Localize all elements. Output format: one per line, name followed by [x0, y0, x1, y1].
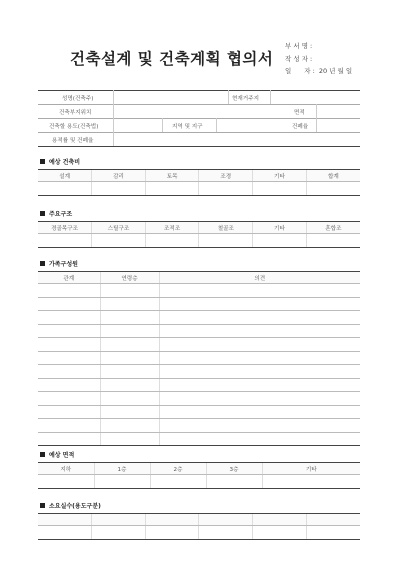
rooms-header-cell[interactable]: [253, 514, 307, 526]
family-input-cell[interactable]: [100, 324, 159, 338]
family-input-cell[interactable]: [38, 338, 100, 352]
meta-date: [285, 66, 352, 75]
rooms-input-cell[interactable]: [145, 526, 199, 540]
area-input-cell[interactable]: [262, 475, 360, 489]
family-input-cell[interactable]: [38, 405, 100, 419]
family-input-cell[interactable]: [159, 378, 360, 392]
family-input-cell[interactable]: [100, 351, 159, 365]
area-input-cell[interactable]: [206, 475, 262, 489]
structure-col-header: 기타: [253, 222, 307, 234]
basic-col-divider: [228, 90, 229, 104]
area-input-cell[interactable]: [38, 475, 94, 489]
rooms-header-cell[interactable]: [306, 514, 360, 526]
rooms-table: [38, 513, 360, 540]
structure-col-header: 혼합조: [306, 222, 360, 234]
family-input-cell[interactable]: [38, 365, 100, 379]
family-input-cell[interactable]: [159, 311, 360, 325]
family-input-cell[interactable]: [38, 432, 100, 446]
structure-input-cell[interactable]: [253, 234, 307, 248]
structure-input-cell[interactable]: [38, 234, 92, 248]
cost-input-cell[interactable]: [253, 182, 307, 196]
area-section-heading: [40, 450, 74, 459]
basic-col-divider: [216, 118, 217, 132]
area-table: [38, 462, 360, 489]
section-bullet-icon: [40, 452, 45, 457]
structure-col-header: 경골목구조: [38, 222, 92, 234]
meta-author: [285, 54, 316, 63]
structure-input-cell[interactable]: [306, 234, 360, 248]
basic-col-divider: [162, 118, 163, 132]
cost-col-header: 합계: [306, 170, 360, 182]
structure-input-cell[interactable]: [145, 234, 199, 248]
section-bullet-icon: [40, 261, 45, 266]
rooms-input-cell[interactable]: [92, 526, 146, 540]
family-input-cell[interactable]: [38, 378, 100, 392]
cost-col-header: 설계: [38, 170, 92, 182]
family-input-cell[interactable]: [100, 378, 159, 392]
meta-department-label: 부 서 명 :: [285, 42, 313, 50]
rooms-input-cell[interactable]: [253, 526, 307, 540]
cost-section-heading: [40, 157, 80, 166]
rooms-input-cell[interactable]: [306, 526, 360, 540]
basic-top-border: [38, 90, 360, 91]
rooms-section-title: 소요실수(용도구분): [49, 503, 101, 510]
family-input-cell[interactable]: [38, 297, 100, 311]
site-location-label: 건축부지위치: [59, 110, 92, 116]
family-input-cell[interactable]: [159, 324, 360, 338]
cost-col-header: 조경: [199, 170, 253, 182]
family-input-cell[interactable]: [100, 311, 159, 325]
section-bullet-icon: [40, 211, 45, 216]
basic-col-divider: [316, 104, 317, 132]
cost-input-cell[interactable]: [145, 182, 199, 196]
family-col-header: 관계: [38, 272, 100, 284]
family-input-cell[interactable]: [159, 297, 360, 311]
structure-col-header: 철골조: [199, 222, 253, 234]
structure-col-header: 스틸구조: [92, 222, 146, 234]
meta-author-label: 작 성 자 :: [285, 55, 313, 63]
family-section-heading: [40, 259, 78, 268]
current-address-label: 현재거주지: [232, 96, 260, 102]
structure-section-heading: [40, 209, 72, 218]
cost-section-title: 예상 건축비: [49, 159, 81, 166]
structure-section-title: 주요구조: [49, 211, 73, 218]
cost-table: [38, 169, 360, 196]
area-section-title: 예상 면적: [49, 452, 75, 459]
section-bullet-icon: [40, 159, 45, 164]
cost-input-cell[interactable]: [199, 182, 253, 196]
rooms-header-cell[interactable]: [92, 514, 146, 526]
family-section-title: 가족구성원: [49, 261, 78, 268]
family-input-cell[interactable]: [100, 392, 159, 406]
cost-col-header: 감리: [92, 170, 146, 182]
family-input-cell[interactable]: [159, 351, 360, 365]
rooms-section-heading: [40, 501, 101, 510]
cost-input-cell[interactable]: [38, 182, 92, 196]
family-input-cell[interactable]: [100, 365, 159, 379]
family-input-cell[interactable]: [159, 405, 360, 419]
basic-col-divider: [270, 90, 271, 104]
area-input-cell[interactable]: [150, 475, 206, 489]
family-input-cell[interactable]: [159, 432, 360, 446]
area-col-header: 1층: [94, 463, 150, 475]
building-area-label: 건폐율: [292, 124, 309, 130]
meta-date-label: 일 자 :: [285, 67, 315, 75]
family-input-cell[interactable]: [159, 284, 360, 298]
family-input-cell[interactable]: [100, 284, 159, 298]
family-input-cell[interactable]: [38, 392, 100, 406]
cost-col-header: 기타: [253, 170, 307, 182]
zone-label: 지역 및 지구: [172, 124, 203, 130]
rooms-header-cell[interactable]: [38, 514, 92, 526]
family-input-cell[interactable]: [100, 419, 159, 433]
structure-col-header: 조적조: [145, 222, 199, 234]
family-input-cell[interactable]: [159, 419, 360, 433]
basic-row-divider: [38, 132, 360, 133]
family-input-cell[interactable]: [159, 365, 360, 379]
family-input-cell[interactable]: [159, 392, 360, 406]
family-table: [38, 271, 360, 446]
rooms-header-cell[interactable]: [199, 514, 253, 526]
area-input-cell[interactable]: [94, 475, 150, 489]
family-input-cell[interactable]: [38, 284, 100, 298]
section-bullet-icon: [40, 503, 45, 508]
structure-input-cell[interactable]: [92, 234, 146, 248]
use-label: 건축할 용도(건축법): [49, 124, 99, 130]
area-col-header: 기타: [262, 463, 360, 475]
family-col-header: 연령층: [100, 272, 159, 284]
basic-row-divider: [38, 104, 360, 105]
meta-date-value[interactable]: 20 년 월 일: [318, 67, 353, 75]
family-input-cell[interactable]: [38, 311, 100, 325]
family-input-cell[interactable]: [100, 297, 159, 311]
structure-input-cell[interactable]: [199, 234, 253, 248]
rooms-input-cell[interactable]: [199, 526, 253, 540]
rooms-input-cell[interactable]: [38, 526, 92, 540]
area-col-header: 지하: [38, 463, 94, 475]
rooms-header-cell[interactable]: [145, 514, 199, 526]
family-input-cell[interactable]: [38, 324, 100, 338]
document-title: 건축설계 및 건축계획 협의서: [70, 50, 274, 68]
family-input-cell[interactable]: [100, 405, 159, 419]
family-col-header: 의견: [159, 272, 360, 284]
cost-col-header: 토목: [145, 170, 199, 182]
family-input-cell[interactable]: [38, 419, 100, 433]
owner-label: 성명(건축주): [62, 96, 94, 102]
basic-bottom-border: [38, 146, 360, 147]
structure-table: [38, 221, 360, 248]
meta-department: [285, 41, 316, 50]
cost-input-cell[interactable]: [92, 182, 146, 196]
area-col-header: 3층: [206, 463, 262, 475]
floor-ratio-label: 용적률 및 건폐율: [52, 138, 94, 144]
family-input-cell[interactable]: [38, 351, 100, 365]
family-input-cell[interactable]: [100, 432, 159, 446]
family-input-cell[interactable]: [159, 338, 360, 352]
family-input-cell[interactable]: [100, 338, 159, 352]
area-label: 면적: [294, 110, 305, 116]
area-col-header: 2층: [150, 463, 206, 475]
cost-input-cell[interactable]: [306, 182, 360, 196]
basic-row-divider: [38, 118, 360, 119]
basic-col-divider: [113, 90, 114, 146]
